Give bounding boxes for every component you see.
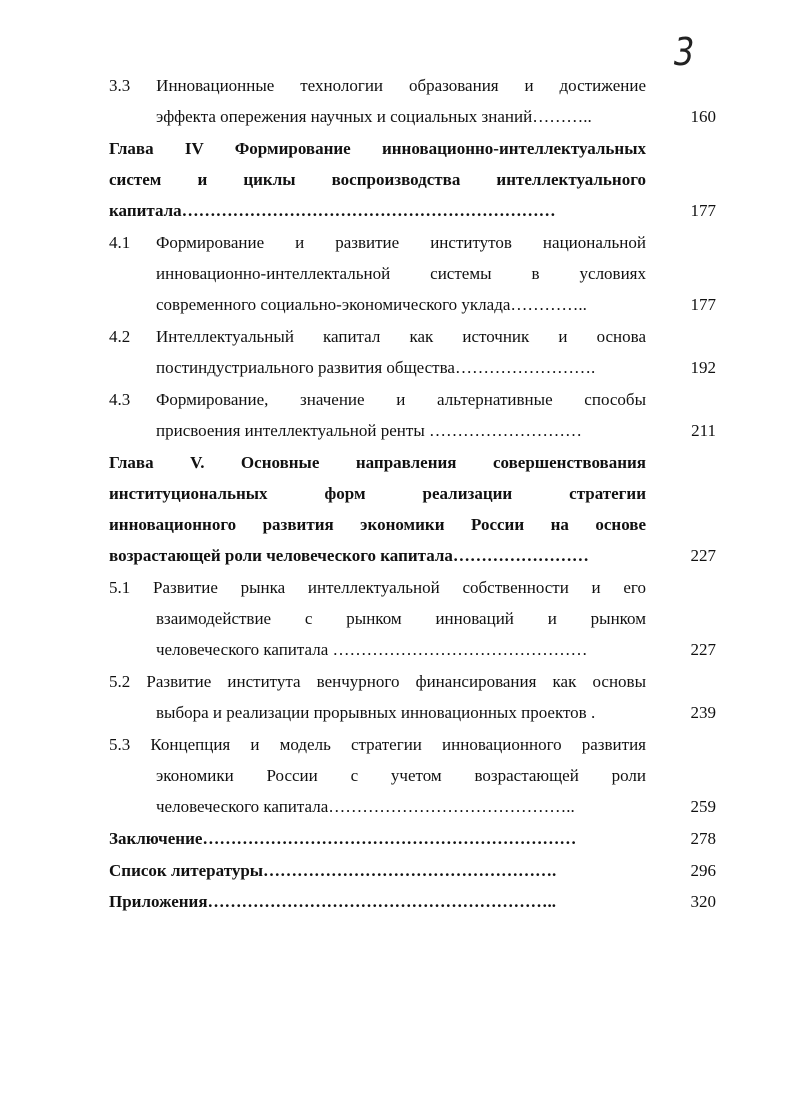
toc-page: 320 (690, 892, 716, 911)
toc-line: экономики России с учетом возрастающей роли (156, 766, 646, 785)
toc-page: 259 (690, 797, 716, 816)
handwritten-page-number: 3 (673, 30, 695, 74)
toc-line: Заключение………………………………………………………… (109, 829, 577, 848)
toc-line: человеческого капитала…………………………………….. (156, 797, 575, 816)
toc-number: 4.3 (109, 390, 131, 409)
toc-line: возрастающей роли человеческого капитала…………………… (109, 546, 589, 565)
toc-line: 5.1 Развитие рынка интеллектуальной собственности и его (109, 578, 646, 597)
toc-line: человеческого капитала ……………………………………… (156, 640, 588, 659)
toc-line: Формирование и развитие институтов национальной (156, 233, 646, 252)
toc-line: 5.2 Развитие института венчурного финансирования как основы (109, 672, 646, 691)
toc-page: 296 (690, 861, 716, 880)
toc-page: 177 (690, 295, 716, 314)
toc-line: Глава V. Основные направления совершенствования (109, 453, 646, 472)
toc-line: инновационного развития экономики России на основе (109, 515, 646, 534)
toc-page: 278 (690, 829, 716, 848)
toc-line: инновационно-интеллектальной системы в условиях (156, 264, 646, 283)
toc-line: выбора и реализации прорывных инновационных проектов . (156, 703, 596, 722)
toc-page: 239 (690, 703, 716, 722)
toc-number: 4.2 (109, 327, 131, 346)
toc-line: Глава IV Формирование инновационно-интеллектуальных (109, 139, 646, 158)
toc-page: 160 (690, 107, 716, 126)
toc-line: 3.3 Инновационные технологии образования и достижение (109, 76, 646, 95)
toc-line: постиндустриального развития общества……………………. (156, 358, 596, 377)
toc-line: Формирование, значение и альтернативные способы (156, 390, 646, 409)
toc-line: капитала………………………………………………………… (109, 201, 556, 220)
toc-line: современного социально-экономического уклада………….. (156, 295, 587, 314)
toc-line: систем и циклы воспроизводства интеллектуального (109, 170, 646, 189)
toc-line: институциональных форм реализации стратегии (109, 484, 646, 503)
toc-page: 211 (691, 421, 716, 440)
toc-line: Список литературы……………………………………………. (109, 861, 557, 880)
toc-line: эффекта опережения научных и социальных знаний……….. (156, 107, 592, 126)
toc-page: 227 (690, 640, 716, 659)
toc-line: взаимодействие с рынком инноваций и рынком (156, 609, 646, 628)
toc-number: 4.1 (109, 233, 131, 252)
toc-line: Приложения…………………………………………………….. (109, 892, 557, 911)
toc-page: 192 (690, 358, 716, 377)
toc-line: присвоения интеллектуальной ренты ……………………… (156, 421, 582, 440)
toc-line: 5.3 Концепция и модель стратегии инновационного развития (109, 735, 646, 754)
toc-line: Интеллектуальный капитал как источник и основа (156, 327, 646, 346)
toc-page: 177 (690, 201, 716, 220)
toc-page: 227 (690, 546, 716, 565)
